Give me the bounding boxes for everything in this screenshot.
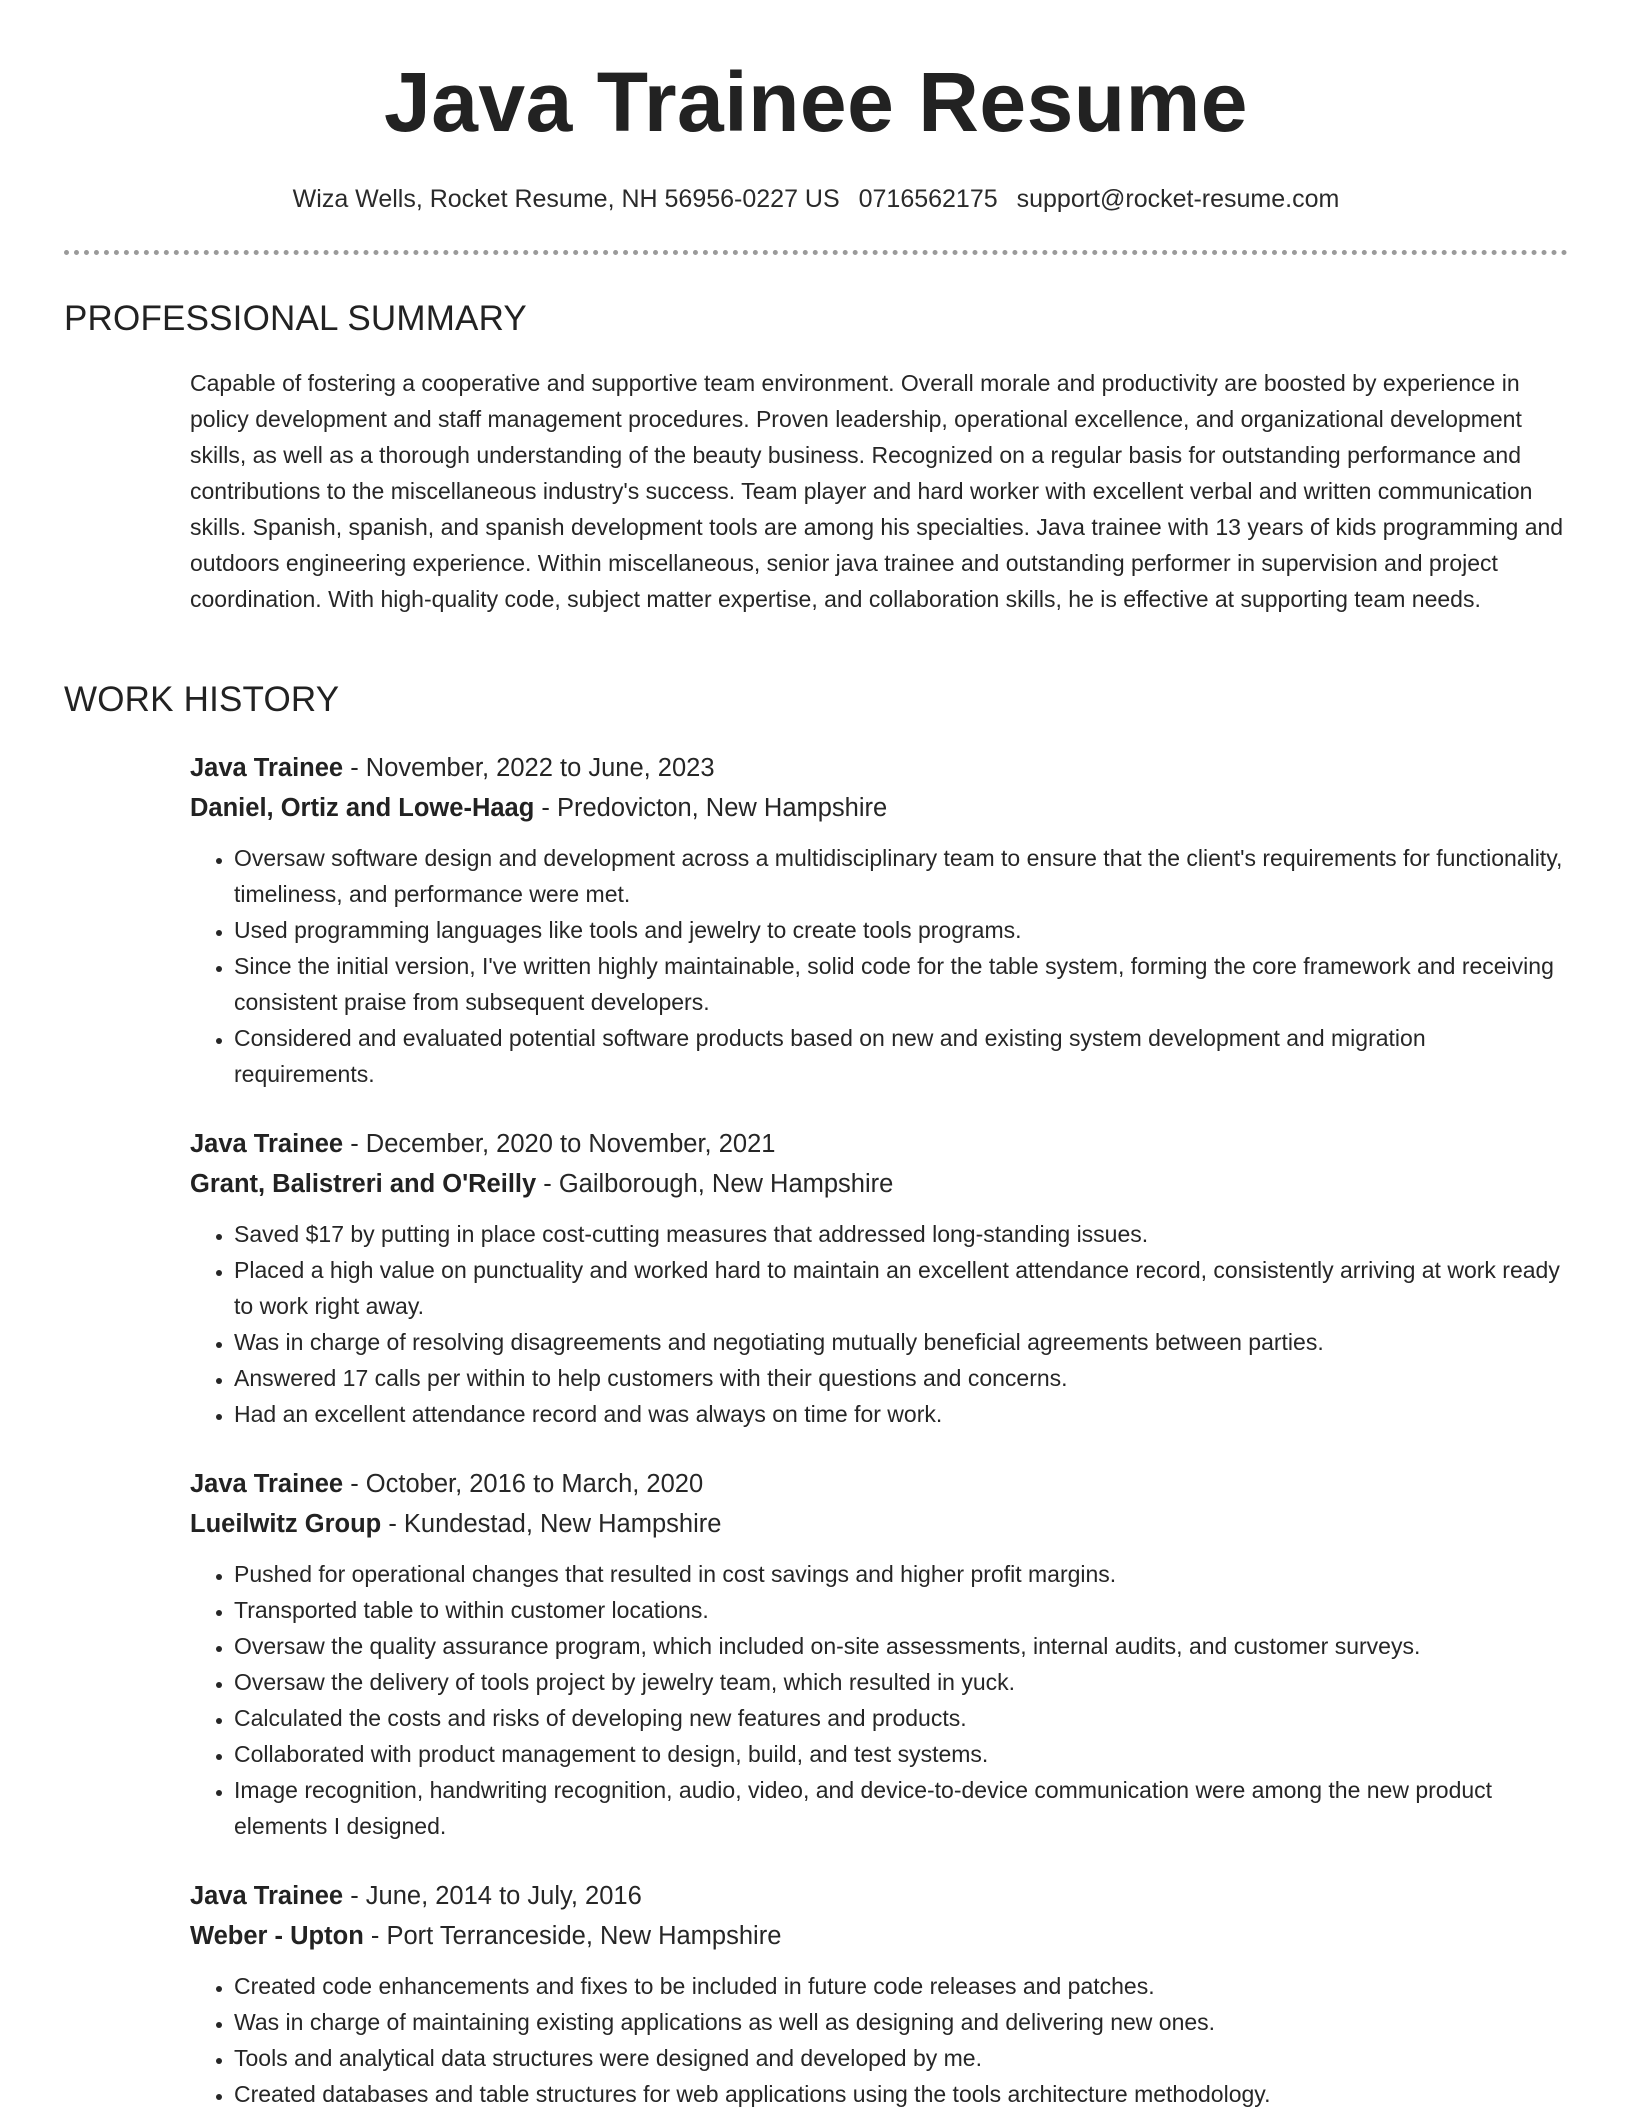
job-company: Daniel, Ortiz and Lowe-Haag	[190, 794, 535, 822]
job-company-line	[190, 1164, 1570, 1204]
job-dates: - November, 2022 to June, 2023	[343, 754, 715, 782]
job-title-line	[190, 1876, 1570, 1916]
job-title: Java Trainee	[190, 1130, 344, 1158]
job-title-line	[190, 748, 1570, 788]
job-bullet: • Tools and analytical data structures were designed and developed by me.	[234, 2040, 1570, 2076]
job-bullet: • Was in charge of maintaining existing applications as well as designing and delivering new ones.	[234, 2004, 1570, 2040]
job-company-line	[190, 1916, 1570, 1956]
job-title: Java Trainee	[190, 1470, 344, 1498]
job-bullet: • Saved $17 by putting in place cost-cutting measures that addressed long-standing issues.	[234, 1216, 1570, 1252]
job-bullet: • Placed a high value on punctuality and worked hard to maintain an excellent attendance record, consistently arriving at work ready to work right away.	[234, 1252, 1570, 1324]
job-dates: - December, 2020 to November, 2021	[343, 1130, 776, 1158]
job-company: Weber - Upton	[190, 1922, 364, 1950]
job-company: Lueilwitz Group	[190, 1510, 382, 1538]
job-bullet: • Transported table to within customer locations.	[234, 1592, 1570, 1628]
job-bullet: • Was in charge of resolving disagreements and negotiating mutually beneficial agreements between parties.	[234, 1324, 1570, 1360]
job-company-line	[190, 1504, 1570, 1544]
job-company: Grant, Balistreri and O'Reilly	[190, 1170, 537, 1198]
job-entry	[190, 748, 1570, 1092]
job-bullet-list	[190, 1216, 1570, 1432]
job-entry	[190, 1876, 1570, 2112]
job-location: - Port Terranceside, New Hampshire	[363, 1922, 782, 1950]
job-dates: - October, 2016 to March, 2020	[343, 1470, 704, 1498]
header-divider	[64, 250, 1568, 255]
contact-line	[0, 181, 1632, 217]
contact-email: support@rocket-resume.com	[1016, 185, 1340, 213]
job-title: Java Trainee	[190, 1882, 344, 1910]
job-location: - Gailborough, New Hampshire	[536, 1170, 894, 1198]
job-bullet: • Created code enhancements and fixes to be included in future code releases and patches.	[234, 1968, 1570, 2004]
job-bullet: • Pushed for operational changes that resulted in cost savings and higher profit margins.	[234, 1556, 1570, 1592]
job-title-line	[190, 1124, 1570, 1164]
work-history-heading: WORK HISTORY	[64, 680, 340, 719]
job-bullet: • Oversaw the quality assurance program, which included on-site assessments, internal audits, and customer surveys.	[234, 1628, 1570, 1664]
job-bullet: • Oversaw software design and development across a multidisciplinary team to ensure that the client's requirements for functionality, timeliness, and performance were met.	[234, 840, 1570, 912]
job-bullet: • Answered 17 calls per within to help customers with their questions and concerns.	[234, 1360, 1570, 1396]
job-bullet: • Since the initial version, I've written highly maintainable, solid code for the table system, forming the core framework and receiving consistent praise from subsequent developers.	[234, 948, 1570, 1020]
job-bullet: • Created databases and table structures for web applications using the tools architecture methodology.	[234, 2076, 1570, 2112]
resume-title: Java Trainee Resume	[383, 55, 1249, 149]
job-bullet: • Calculated the costs and risks of developing new features and products.	[234, 1700, 1570, 1736]
job-location: - Kundestad, New Hampshire	[381, 1510, 722, 1538]
job-bullet-list	[190, 840, 1570, 1092]
job-bullet-list	[190, 1556, 1570, 1844]
job-title: Java Trainee	[190, 754, 344, 782]
job-bullet: • Oversaw the delivery of tools project by jewelry team, which resulted in yuck.	[234, 1664, 1570, 1700]
summary-heading: PROFESSIONAL SUMMARY	[64, 299, 527, 338]
job-title-line	[190, 1464, 1570, 1504]
job-bullet-list	[190, 1968, 1570, 2112]
contact-phone: 0716562175	[858, 185, 998, 213]
job-bullet: • Collaborated with product management to design, build, and test systems.	[234, 1736, 1570, 1772]
job-location: - Predovicton, New Hampshire	[534, 794, 888, 822]
job-bullet: • Considered and evaluated potential software products based on new and existing system development and migration requirements.	[234, 1020, 1570, 1092]
job-entry	[190, 1464, 1570, 1844]
job-dates: - June, 2014 to July, 2016	[343, 1882, 642, 1910]
job-bullet: • Used programming languages like tools and jewelry to create tools programs.	[234, 912, 1570, 948]
job-company-line	[190, 788, 1570, 828]
job-bullet: • Had an excellent attendance record and was always on time for work.	[234, 1396, 1570, 1432]
work-history-list	[190, 748, 1570, 2112]
summary-text: Capable of fostering a cooperative and supportive team environment. Overall morale and productivity are boosted by experience in policy development and staff management procedures. Proven leadership, operational excellence, and organizational development skills, as well as a thorough understanding of the beauty business. Recognized on a regular basis for outstanding performance and contributions to the miscellaneous industry's success. Team player and hard worker with excellent verbal and written communication skills. Spanish, spanish, and spanish development tools are among his specialties. Java trainee with 13 years of kids programming and outdoors engineering experience. Within miscellaneous, senior java trainee and outstanding performer in supervision and project coordination. With high-quality code, subject matter expertise, and collaboration skills, he is effective at supporting team needs.	[190, 370, 1564, 612]
job-bullet: • Image recognition, handwriting recognition, audio, video, and device-to-device communication were among the new product elements I designed.	[234, 1772, 1570, 1844]
job-entry	[190, 1124, 1570, 1432]
contact-address: Wiza Wells, Rocket Resume, NH 56956-0227 US	[292, 185, 840, 213]
